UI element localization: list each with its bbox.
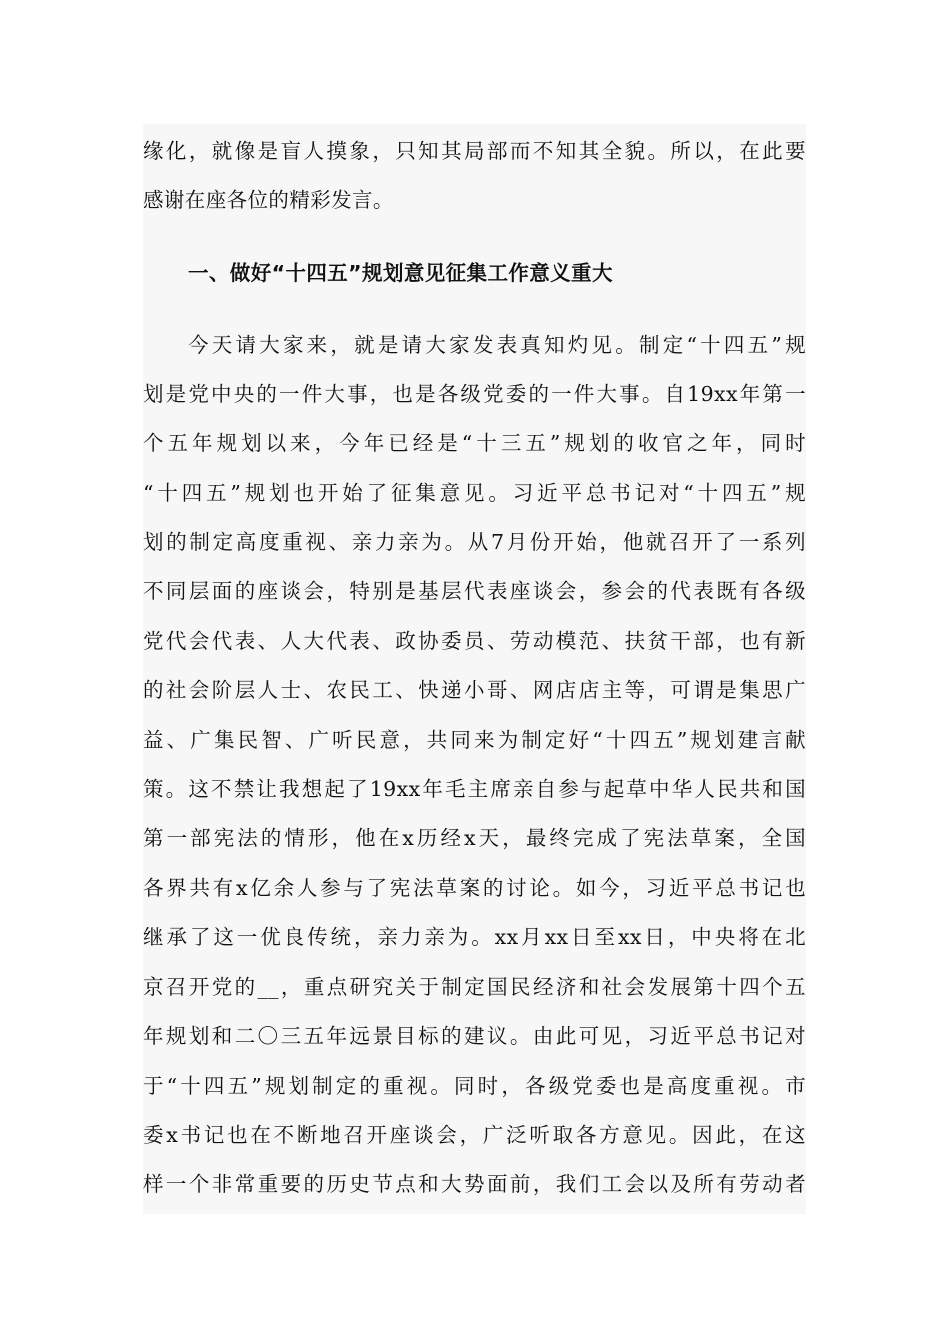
body-line: 第一部宪法的情形，他在x历经x天，最终完成了宪法草案，全国 xyxy=(143,826,806,850)
body-line: 不同层面的座谈会，特别是基层代表座谈会，参会的代表既有各级 xyxy=(143,579,806,603)
body-line: “十四五”规划也开始了征集意见。习近平总书记对“十四五”规 xyxy=(143,481,806,505)
body-line: 的社会阶层人士、农民工、快递小哥、网店店主等，可谓是集思广 xyxy=(143,678,806,702)
body-line: 划的制定高度重视、亲力亲为。从7月份开始，他就召开了一系列 xyxy=(143,530,806,554)
body-line: 划是党中央的一件大事，也是各级党委的一件大事。自19xx年第一 xyxy=(143,382,806,406)
intro-line: 缘化，就像是盲人摸象，只知其局部而不知其全貌。所以，在此要 xyxy=(143,139,806,163)
body-line: 京召开党的__，重点研究关于制定国民经济和社会发展第十四个五 xyxy=(143,975,806,999)
document-text-block xyxy=(143,124,806,1214)
body-line: 继承了这一优良传统，亲力亲为。xx月xx日至xx日，中央将在北 xyxy=(143,925,806,949)
body-line: 委x书记也在不断地召开座谈会，广泛听取各方意见。因此，在这 xyxy=(143,1123,806,1147)
body-line: 策。这不禁让我想起了19xx年毛主席亲自参与起草中华人民共和国 xyxy=(143,777,806,801)
body-line: 今天请大家来，就是请大家发表真知灼见。制定“十四五”规 xyxy=(188,333,806,357)
body-line: 党代会代表、人大代表、政协委员、劳动模范、扶贫干部，也有新 xyxy=(143,629,806,653)
body-line: 年规划和二〇三五年远景目标的建议。由此可见，习近平总书记对 xyxy=(143,1024,806,1048)
body-line: 样一个非常重要的历史节点和大势面前，我们工会以及所有劳动者 xyxy=(143,1172,806,1196)
section-heading: 一、做好“十四五”规划意见征集工作意义重大 xyxy=(188,261,613,285)
intro-line: 感谢在座各位的精彩发言。 xyxy=(143,188,394,212)
body-line: 于“十四五”规划制定的重视。同时，各级党委也是高度重视。市 xyxy=(143,1074,806,1098)
body-line: 各界共有x亿余人参与了宪法草案的讨论。如今，习近平总书记也 xyxy=(143,876,806,900)
body-line: 个五年规划以来，今年已经是“十三五”规划的收官之年，同时 xyxy=(143,431,806,455)
body-line: 益、广集民智、广听民意，共同来为制定好“十四五”规划建言献 xyxy=(143,728,806,752)
